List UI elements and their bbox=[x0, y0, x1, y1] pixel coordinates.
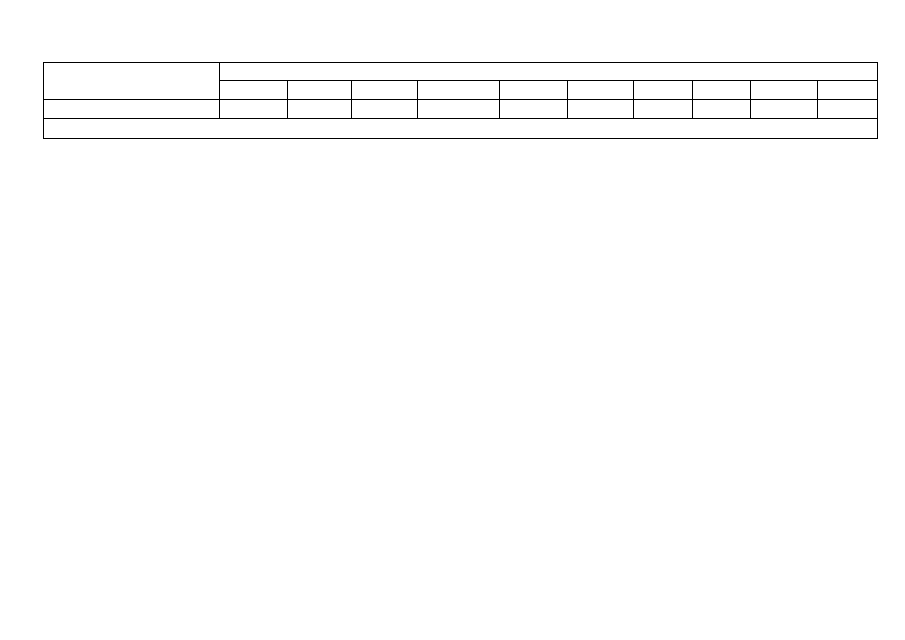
year-header bbox=[352, 81, 418, 100]
section-title bbox=[44, 119, 878, 139]
year-header bbox=[693, 81, 751, 100]
column-number bbox=[693, 100, 751, 119]
column-number bbox=[751, 100, 818, 119]
name-header bbox=[44, 63, 220, 100]
column-number bbox=[418, 100, 500, 119]
column-number bbox=[568, 100, 634, 119]
year-header bbox=[418, 81, 500, 100]
year-header bbox=[220, 81, 288, 100]
years-header bbox=[220, 63, 878, 81]
year-header bbox=[288, 81, 352, 100]
column-number bbox=[220, 100, 288, 119]
column-number bbox=[352, 100, 418, 119]
column-number bbox=[500, 100, 568, 119]
column-number-row bbox=[44, 100, 878, 119]
year-header bbox=[751, 81, 818, 100]
column-number bbox=[818, 100, 878, 119]
section-row bbox=[44, 119, 878, 139]
column-number bbox=[634, 100, 693, 119]
header-row-1 bbox=[44, 63, 878, 81]
budget-table bbox=[43, 62, 878, 139]
year-header bbox=[634, 81, 693, 100]
year-header bbox=[500, 81, 568, 100]
column-number bbox=[288, 100, 352, 119]
column-number bbox=[44, 100, 220, 119]
year-header bbox=[568, 81, 634, 100]
year-header bbox=[818, 81, 878, 100]
